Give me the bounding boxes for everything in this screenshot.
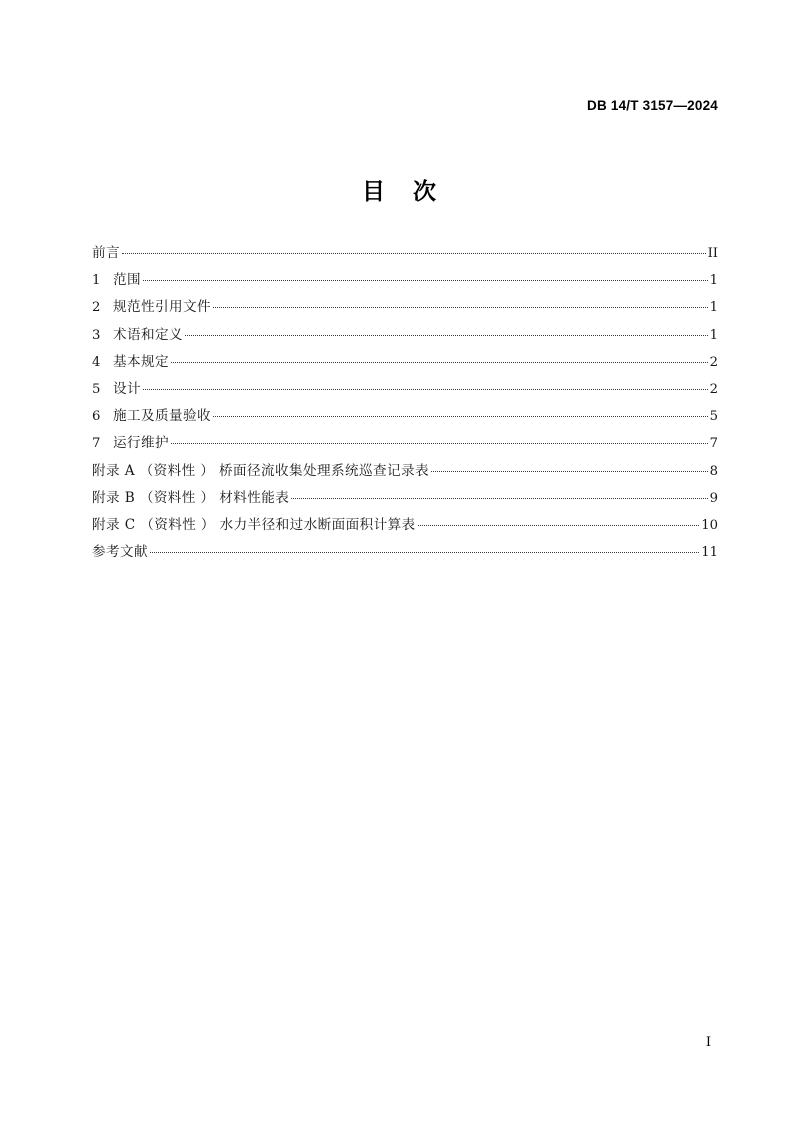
toc-entry[interactable] [92,486,718,513]
toc-entry-page-number: 1 [709,327,718,343]
toc-entry[interactable] [92,513,718,540]
toc-entry-number: 1 [92,273,101,289]
page-title-char-1: 目 [362,178,387,205]
toc-entry[interactable] [92,268,718,295]
toc-dot-leader [213,298,708,312]
toc-entry-page-number: 2 [709,354,718,370]
toc-entry-label: 附录 A （资料性 ） 桥面径流收集处理系统巡查记录表 [92,462,429,479]
toc-entry[interactable] [92,350,718,377]
toc-entry-page-number: 1 [709,273,718,289]
toc-dot-leader [291,488,707,502]
toc-entry-page-number: II [707,246,718,261]
toc-dot-leader [213,407,708,421]
toc-dot-leader [122,243,706,257]
toc-entry-number: 4 [92,354,101,370]
toc-dot-leader [143,271,708,285]
toc-dot-leader [150,542,699,556]
toc-entry-label: 运行维护 [113,435,169,452]
toc-entry[interactable] [92,377,718,404]
toc-entry-page-number: 1 [709,300,718,316]
table-of-contents [92,241,718,567]
page-title [0,173,800,206]
toc-entry-number: 7 [92,436,101,452]
toc-entry-label: 基本规定 [113,353,169,370]
toc-entry-number: 3 [92,327,101,343]
toc-dot-leader [185,325,708,339]
toc-entry[interactable] [92,295,718,322]
toc-dot-leader [143,379,708,393]
toc-entry-label: 施工及质量验收 [113,408,211,425]
toc-entry-number: 6 [92,409,101,425]
page-header-standard-code: DB 14/T 3157—2024 [587,98,718,113]
toc-entry[interactable] [92,431,718,458]
page-footer-number: I [705,1035,711,1050]
toc-entry-label: 规范性引用文件 [113,299,211,316]
toc-entry-number: 5 [92,381,101,397]
toc-entry[interactable] [92,323,718,350]
toc-entry-label: 前言 [92,245,120,261]
toc-entry-page-number: 11 [701,545,718,561]
toc-entry[interactable] [92,540,718,567]
toc-entry-page-number: 8 [709,463,718,479]
toc-entry[interactable] [92,459,718,486]
toc-entry-label: 附录 B （资料性 ） 材料性能表 [92,489,290,506]
toc-entry-label: 附录 C （资料性 ） 水力半径和过水断面面积计算表 [92,516,416,533]
toc-entry-label: 术语和定义 [113,326,183,343]
toc-entry-label: 范围 [113,272,141,289]
toc-entry-page-number: 5 [709,409,718,425]
toc-entry[interactable] [92,404,718,431]
toc-entry-page-number: 7 [709,436,718,452]
toc-entry-label: 设计 [113,380,141,397]
toc-dot-leader [171,434,708,448]
toc-dot-leader [431,461,708,475]
toc-entry-label: 参考文献 [92,544,148,561]
toc-entry-page-number: 10 [701,517,718,533]
page-title-char-2: 次 [413,178,438,205]
toc-entry-number: 2 [92,300,101,316]
toc-dot-leader [171,352,708,366]
toc-entry-page-number: 2 [709,381,718,397]
toc-dot-leader [418,515,700,529]
toc-entry-page-number: 9 [709,490,718,506]
toc-entry[interactable] [92,241,718,268]
